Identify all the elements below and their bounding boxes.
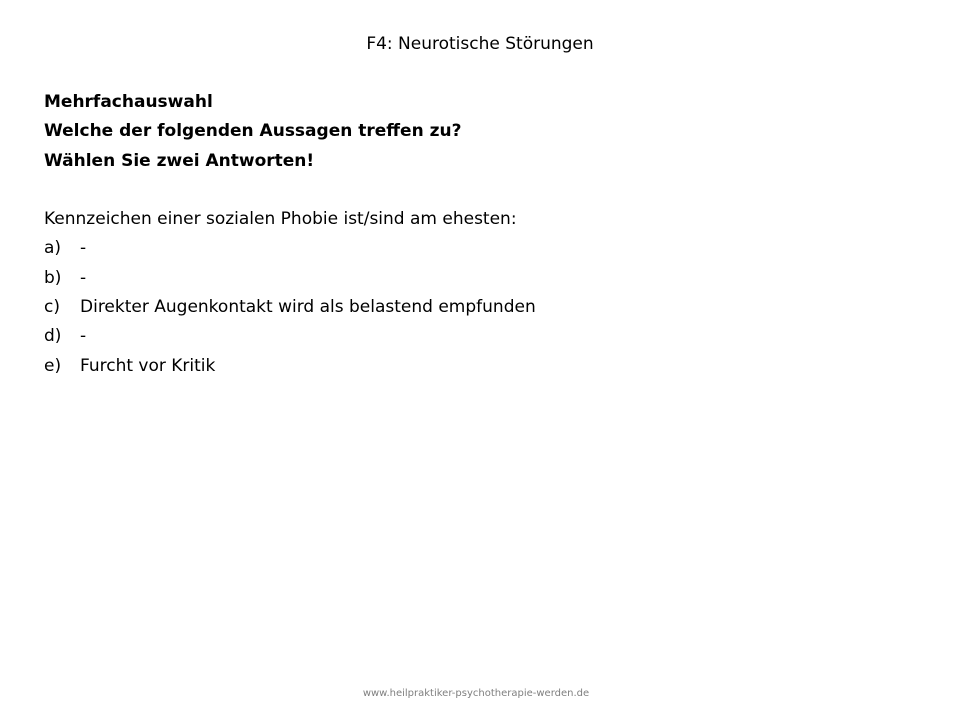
answer-letter: e) — [44, 355, 62, 376]
answer-letter: b) — [44, 267, 62, 288]
question-type: Mehrfachauswahl — [44, 92, 213, 112]
answer-text: Furcht vor Kritik — [80, 355, 216, 376]
instruction-text: Wählen Sie zwei Antworten! — [44, 150, 315, 171]
answer-option-a — [44, 234, 924, 263]
answer-text: - — [80, 326, 87, 347]
answer-text: - — [80, 267, 87, 288]
slide-content — [44, 88, 924, 381]
answer-option-c — [44, 293, 924, 322]
answer-letter: a) — [44, 238, 62, 259]
answer-letter: d) — [44, 326, 62, 347]
question-stem: Kennzeichen einer sozialen Phobie ist/sind am ehesten: — [44, 209, 517, 230]
slide-title: F4: Neurotische Störungen — [366, 34, 594, 54]
answer-text: - — [80, 238, 87, 259]
spacer — [44, 176, 924, 205]
answer-option-b — [44, 264, 924, 293]
answer-option-d — [44, 322, 924, 351]
footer-website: www.heilpraktiker-psychotherapie-werden.de — [362, 688, 590, 699]
answer-letter: c) — [44, 297, 60, 318]
answer-option-e — [44, 352, 924, 381]
question-text: Welche der folgenden Aussagen treffen zu? — [44, 121, 462, 142]
answer-text: Direkter Augenkontakt wird als belastend empfunden — [80, 297, 536, 318]
